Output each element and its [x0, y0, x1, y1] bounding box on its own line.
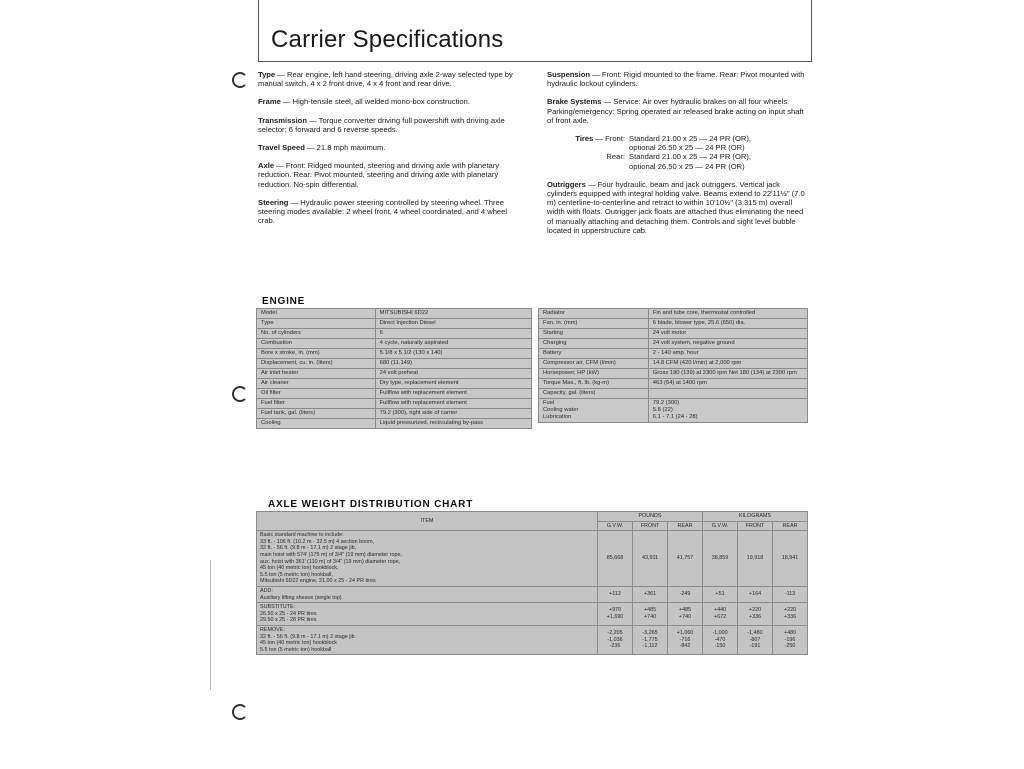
spec-steering: Steering — Hydraulic power steering controlled by steering wheel. Three steering modes available: 2 wheel front, 4 wheel coordinated, and 4 wheel crab.	[258, 197, 508, 226]
engine-heading: ENGINE	[262, 296, 306, 307]
engine-table-right	[538, 308, 808, 423]
col-gvw-kg: G.V.W.	[703, 521, 738, 531]
rem-rear-lb: +1,060 -716 -842	[668, 625, 703, 654]
engine-spec-value: 680 (11.149)	[375, 359, 531, 369]
engine-spec-value: 6 blade, blower type, 25.6 (650) dia.	[648, 319, 807, 329]
engine-spec-value: 2 - 140 amp. hour	[648, 349, 807, 359]
engine-spec-label: Type	[257, 319, 376, 329]
engine-table-left	[256, 308, 532, 429]
engine-row	[257, 379, 532, 389]
sub-front-lb: +485 +740	[633, 603, 668, 626]
title-box	[258, 0, 812, 62]
specs-left-column	[258, 70, 526, 234]
hole-punch-top-icon	[232, 72, 248, 88]
engine-spec-label: Air cleaner	[257, 379, 376, 389]
col-rear-kg: REAR	[773, 521, 808, 531]
sub-rear-kg: +220 +336	[773, 603, 808, 626]
add-item: ADD: Auxiliary lifting sheave (single top)	[257, 586, 598, 602]
rem-rear-kg: +480 -196 -250	[773, 625, 808, 654]
engine-spec-label: No. of cylinders	[257, 329, 376, 339]
engine-spec-label: Horsepower, HP (kW)	[539, 369, 649, 379]
rem-gvw-lb: -2,205 -1,036 -236	[598, 625, 633, 654]
engine-row	[539, 309, 808, 319]
sub-rear-lb: +485 +740	[668, 603, 703, 626]
col-front-lb: FRONT	[633, 521, 668, 531]
engine-spec-value: Fin and tube core, thermostat controlled	[648, 309, 807, 319]
engine-row	[257, 319, 532, 329]
axle-row-add	[257, 586, 808, 602]
engine-spec-value: MITSUBISHI 6D22	[375, 309, 531, 319]
engine-row	[539, 349, 808, 359]
base-item: Basic standard machine to include: 33 ft. - 106 ft. (10.2 m - 32.5 m) 4 section boom, 32 ft. - 56 ft. (9.8 m - 17.1 m) 2 stage jib, main hoist with 574' (175 m) of 3/4" (19 mm) diameter rope, aux. hoist with 361' (110 m) of 3/4" (19 mm) diameter rope, 45 ton (40 metric ton) hookblock, 5.5 ton (5 metric ton) hookball, Mitsubishi 6D22 engine, 21.00 x 25 - 24 PR tires	[257, 531, 598, 587]
engine-spec-label: Fuel Cooling water Lubrication	[539, 399, 649, 423]
add-rear-lb: -249	[668, 586, 703, 602]
add-gvw-kg: +51	[703, 586, 738, 602]
engine-spec-value: 79.2 (300), right side of carrier	[375, 409, 531, 419]
engine-spec-label: Capacity, gal. (liters)	[539, 389, 649, 399]
col-front-kg: FRONT	[738, 521, 773, 531]
engine-spec-value: 5.1/8 x 5.1/2 (130 x 140)	[375, 349, 531, 359]
engine-row	[257, 309, 532, 319]
sub-front-kg: +220 +336	[738, 603, 773, 626]
engine-spec-value: 24 volt preheat	[375, 369, 531, 379]
axle-row-remove	[257, 625, 808, 654]
engine-row	[257, 349, 532, 359]
rem-front-kg: -1,480 -807 -191	[738, 625, 773, 654]
axle-row-substitute	[257, 603, 808, 626]
engine-spec-value: Gross 190 (139) at 2300 rpm Net 180 (134) at 2300 rpm	[648, 369, 807, 379]
col-gvw-lb: G.V.W.	[598, 521, 633, 531]
engine-row	[539, 369, 808, 379]
engine-spec-value: 6	[375, 329, 531, 339]
col-rear-lb: REAR	[668, 521, 703, 531]
axle-weight-table	[256, 511, 808, 655]
hole-punch-bottom-icon	[232, 704, 248, 720]
engine-spec-label: Charging	[539, 339, 649, 349]
base-gvw-lb: 85,668	[598, 531, 633, 587]
add-rear-kg: -113	[773, 586, 808, 602]
spec-type: Type — Rear engine, left hand steering, driving axle 2-way selected type by manual switch, 4 x 2 front drive, 4 x 4 front and rear drive.	[258, 70, 513, 89]
rem-front-lb: -3,265 -1,775 -1,112	[633, 625, 668, 654]
engine-row	[257, 419, 532, 429]
kilograms-header: KILOGRAMS	[703, 512, 808, 522]
engine-row	[539, 329, 808, 339]
engine-spec-value: Liquid pressurized, recirculating by-pass	[375, 419, 531, 429]
engine-row	[257, 399, 532, 409]
base-rear-kg: 18,941	[773, 531, 808, 587]
engine-row	[539, 359, 808, 369]
engine-spec-label: Cooling	[257, 419, 376, 429]
engine-row	[257, 339, 532, 349]
engine-row	[539, 319, 808, 329]
axle-heading: AXLE WEIGHT DISTRIBUTION CHART	[268, 499, 474, 510]
engine-row	[257, 389, 532, 399]
engine-row	[539, 389, 808, 399]
sub-gvw-lb: +970 +1,690	[598, 603, 633, 626]
engine-spec-label: Model	[257, 309, 376, 319]
base-front-kg: 19,918	[738, 531, 773, 587]
spec-tires: Tires — Front: Standard 21.00 x 25 — 24 PR (OR), optional 26.50 x 25 — 24 PR (OR) Rear: Standard 21.00 x 25 — 24 PR (OR), optional 26.50 x 25 — 24 PR (OR)	[575, 134, 751, 171]
axle-header-row	[257, 512, 808, 522]
base-rear-lb: 41,757	[668, 531, 703, 587]
engine-spec-value: 4 cycle, naturally aspirated	[375, 339, 531, 349]
engine-spec-value: Direct Injection Diesel	[375, 319, 531, 329]
spec-axle: Axle — Front: Ridged mounted, steering and driving axle with planetary reduction. Rear: Pivot mounted, steering and driving axle with planetary reduction. No-spin differential.	[258, 161, 500, 189]
engine-spec-value: Dry type, replacement element	[375, 379, 531, 389]
engine-spec-value: 463 (64) at 1400 rpm	[648, 379, 807, 389]
engine-spec-label: Fuel tank, gal. (liters)	[257, 409, 376, 419]
engine-row	[539, 339, 808, 349]
engine-row	[539, 399, 808, 423]
engine-spec-value: 24 volt system, negative ground	[648, 339, 807, 349]
base-gvw-kg: 38,859	[703, 531, 738, 587]
add-gvw-lb: +112	[598, 586, 633, 602]
engine-spec-label: Torque Max., ft. lb. (kg-m)	[539, 379, 649, 389]
engine-spec-label: Displacement, cu. in. (liters)	[257, 359, 376, 369]
engine-row	[257, 369, 532, 379]
rem-gvw-kg: -1,000 -470 -150	[703, 625, 738, 654]
pounds-header: POUNDS	[598, 512, 703, 522]
spec-travel-speed: Travel Speed — 21.8 mph maximum.	[258, 143, 386, 153]
engine-spec-value	[648, 389, 807, 399]
engine-row	[257, 329, 532, 339]
engine-spec-label: Compressor air, CFM (l/min)	[539, 359, 649, 369]
engine-spec-label: Combustion	[257, 339, 376, 349]
spec-transmission: Transmission — Torque converter driving full powershift with driving axle selector; 6 forward and 6 reverse speeds.	[258, 115, 505, 134]
item-header: ITEM	[257, 512, 598, 531]
substitute-item: SUBSTITUTE: 26.50 x 25 - 24 PR tires 29.50 x 25 - 28 PR tires	[257, 603, 598, 626]
spec-brake-systems: Brake Systems — Service: Air over hydraulic brakes on all four wheels. Parking/emergency: Spring operated air released brake acting on input shaft of front axle.	[547, 97, 804, 125]
engine-spec-label: Fan, in. (mm)	[539, 319, 649, 329]
engine-spec-label: Battery	[539, 349, 649, 359]
engine-spec-value: Fullflow with replacement element	[375, 389, 531, 399]
engine-row	[539, 379, 808, 389]
engine-spec-label: Oil filter	[257, 389, 376, 399]
engine-row	[257, 359, 532, 369]
engine-spec-label: Bore x stroke, in. (mm)	[257, 349, 376, 359]
add-front-lb: +361	[633, 586, 668, 602]
specs-right-column	[547, 70, 809, 244]
engine-spec-value: 24 volt motor	[648, 329, 807, 339]
hole-punch-middle-icon	[232, 386, 248, 402]
engine-spec-value: 14.8 CFM (420 l/min) at 2,000 rpm	[648, 359, 807, 369]
remove-item: REMOVE: 32 ft. - 56 ft. (9.8 m - 17.1 m) 2 stage jib 45 ton (40 metric ton) hookblock 5.5 ton (5 metric ton) hookball	[257, 625, 598, 654]
axle-row-base	[257, 531, 808, 587]
engine-spec-label: Fuel filter	[257, 399, 376, 409]
page-title: Carrier Specifications	[271, 26, 504, 53]
engine-spec-label: Air inlet heater	[257, 369, 376, 379]
spec-outriggers: Outriggers — Four hydraulic, beam and jack outriggers. Vertical jack cylinders equipped with integral holding valve. Beams extend to 22'11½" (7.0 m) centerline-to-centerline and retract to within 10'10½" (3.315 m) overall width with floats. Outrigger jack floats are attached thus eliminating the need of manually attaching and detaching them. Controls and sight level bubble located in upperstructure cab.	[547, 179, 805, 235]
base-front-lb: 43,911	[633, 531, 668, 587]
engine-spec-label: Starting	[539, 329, 649, 339]
scan-edge-mark	[210, 560, 211, 690]
engine-spec-value: Fullflow with replacement element	[375, 399, 531, 409]
sub-gvw-kg: +440 +672	[703, 603, 738, 626]
engine-spec-value: 79.2 (300) 5.8 (22) 6.1 - 7.1 (24 - 28)	[648, 399, 807, 423]
engine-spec-label: Radiator	[539, 309, 649, 319]
engine-row	[257, 409, 532, 419]
spec-suspension: Suspension — Front: Rigid mounted to the frame. Rear: Pivot mounted with hydraulic lockout cylinders.	[547, 70, 805, 89]
spec-frame: Frame — High-tensile steel, all welded mono-box construction.	[258, 97, 470, 107]
add-front-kg: +164	[738, 586, 773, 602]
